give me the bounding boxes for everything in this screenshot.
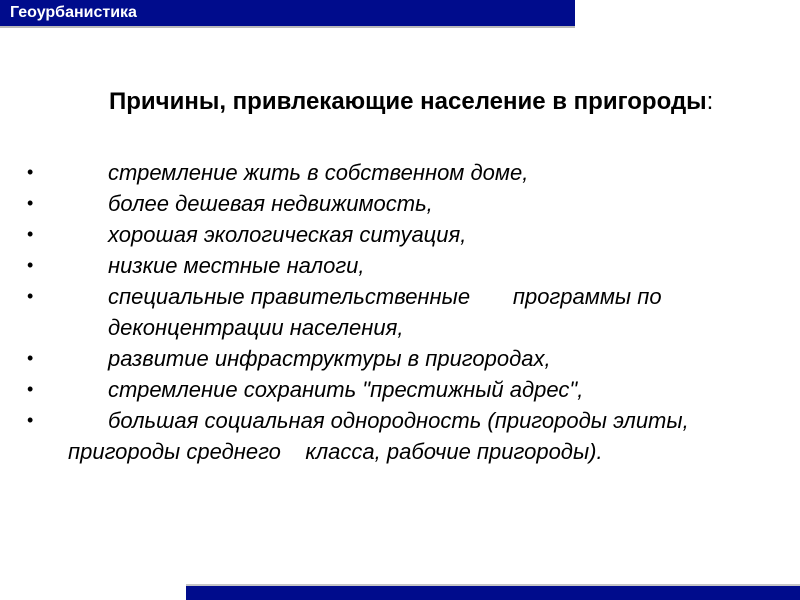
header-label: Геоурбанистика xyxy=(10,4,137,21)
bullet-text: развитие инфраструктуры в пригородах, xyxy=(108,346,551,371)
bullet-icon: • xyxy=(27,255,34,275)
bullet-item xyxy=(0,343,800,374)
bullet-list xyxy=(0,157,800,467)
slide-heading-text: Причины, привлекающие население в пригороды xyxy=(109,88,707,115)
bullet-text: стремление сохранить "престижный адрес", xyxy=(108,377,584,402)
bullet-text: стремление жить в собственном доме, xyxy=(108,160,529,185)
bullet-item xyxy=(0,250,800,281)
bullet-icon: • xyxy=(27,379,34,399)
slide-heading-colon: : xyxy=(706,88,714,115)
bullet-icon: • xyxy=(27,348,34,368)
slide-heading xyxy=(68,86,728,118)
bullet-item xyxy=(0,219,800,250)
bullet-item xyxy=(0,374,800,405)
bullet-text: специальные правительственные программы по деконцентрации населения, xyxy=(108,284,668,340)
bullet-item xyxy=(0,281,800,343)
header-bar xyxy=(0,0,575,28)
bullet-icon: • xyxy=(27,286,34,306)
bullet-icon: • xyxy=(27,410,34,430)
bullet-item xyxy=(0,405,800,467)
bullet-text: большая социальная однородность (пригороды элиты, пригороды среднего класса, рабочие пригороды). xyxy=(68,408,714,464)
bullet-text: более дешевая недвижимость, xyxy=(108,191,433,216)
bullet-text: низкие местные налоги, xyxy=(108,253,365,278)
bullet-item xyxy=(0,157,800,188)
bullet-icon: • xyxy=(27,224,34,244)
bullet-icon: • xyxy=(27,162,34,182)
bullet-icon: • xyxy=(27,193,34,213)
bullet-item xyxy=(0,188,800,219)
footer-bar xyxy=(186,584,800,600)
bullet-text: хорошая экологическая ситуация, xyxy=(108,222,467,247)
